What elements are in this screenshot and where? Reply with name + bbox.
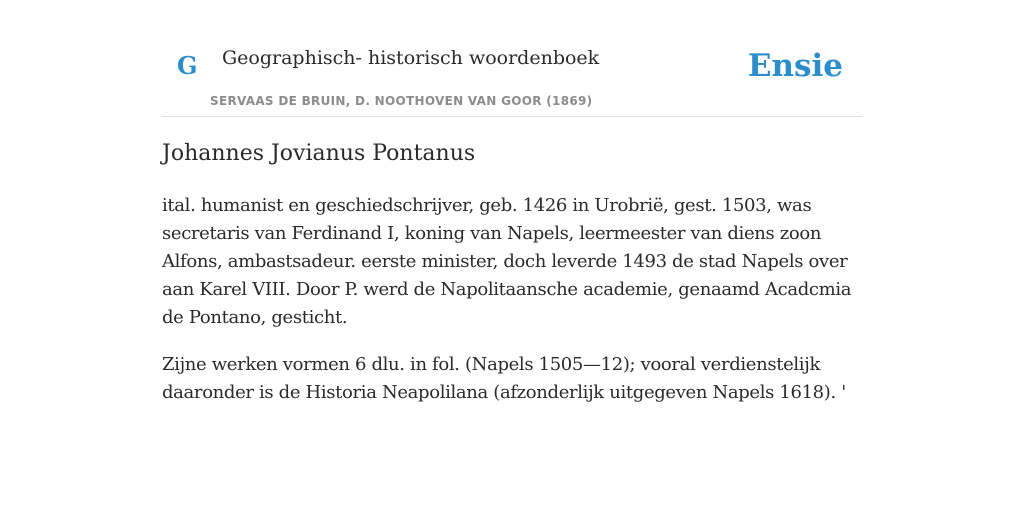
book-logo-letter[interactable]: G [177, 51, 198, 80]
book-authors-year: SERVAAS DE BRUIN, D. NOOTHOVEN VAN GOOR (1869) [210, 94, 593, 108]
page-header [162, 0, 862, 117]
entry-paragraph-2: Zijne werken vormen 6 dlu. in fol. (Napels 1505—12); vooral verdienstelijk daaronder is de Historia Neapolilana (afzonderlijk uitgegeven Napels 1618). ' [162, 354, 846, 403]
book-title-link[interactable]: Geographisch- historisch woordenboek [222, 47, 600, 69]
entry-title: Johannes Jovianus Pontanus [162, 141, 476, 166]
entry-paragraph-1: ital. humanist en geschiedschrijver, geb. 1426 in Urobrië, gest. 1503, was secretaris van Ferdinand I, koning van Napels, leermeester van diens zoon Alfons, ambastsadeur. eerste minister, doch leverde 1493 de stad Napels over aan Karel VIII. Door P. werd de Napolitaansche academie, genaamd Acadcmia de Pontano, gesticht. [162, 195, 852, 328]
entry-body [162, 192, 862, 426]
ensie-brand-logo[interactable]: Ensie [747, 48, 843, 84]
